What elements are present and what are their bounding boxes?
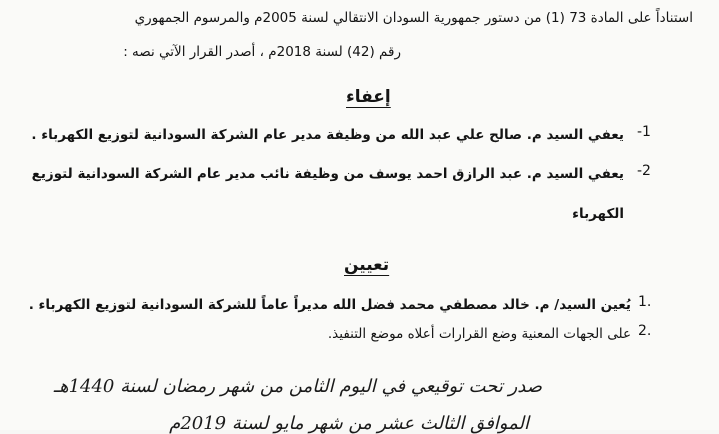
exemption-item-2-text: يعفي السيد م. عبد الرازق احمد يوسف من وظيفة نائب مدير عام الشركة السودانية لتوزيع [31,166,624,182]
appointment-item-1-text: يُعين السيد/ م. خالد مصطفي محمد فضل الله مديراً عاماً للشركة السودانية لتوزيع الكهرباء . [28,297,631,313]
exemption-item-2-continuation: الكهرباء [572,206,624,222]
preamble-line-2: رقم (42) لسنة 2018م ، أصدر القرار الآتي نصه : [123,44,401,60]
exemption-heading: إعفاء [346,87,391,107]
appointment-heading: تعيين [344,255,390,275]
preamble-line-1: استناداً على المادة 73 (1) من دستور جمهورية السودان الانتقالي لسنة 2005م والمرسوم الجمهوري [134,10,693,26]
appointment-item-2-text: على الجهات المعنية وضع القرارات أعلاه موضع التنفيذ. [327,326,631,342]
exemption-item-2-number: -2 [637,163,651,179]
exemption-item-1-number: -1 [637,124,651,140]
appointment-item-1-number: 1. [638,294,652,310]
appointment-item-2-number: 2. [638,323,652,339]
issuance-line-2: الموافق الثالث عشر من شهر مايو لسنة 2019م [169,413,529,434]
exemption-item-1-text: يعفي السيد م. صالح علي عبد الله من وظيفة مدير عام الشركة السودانية لتوزيع الكهرباء . [31,127,624,143]
issuance-line-1: صدر تحت توقيعي في اليوم الثامن من شهر رمضان لسنة 1440هـ [53,376,542,397]
